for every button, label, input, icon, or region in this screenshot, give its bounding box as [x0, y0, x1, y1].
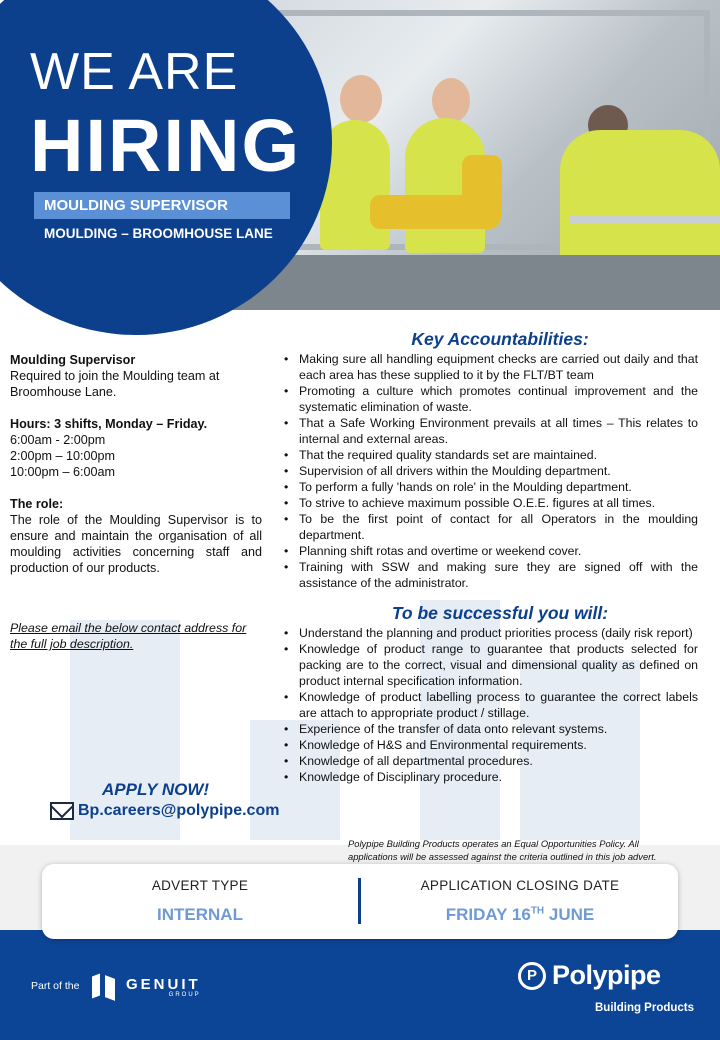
vest-stripe	[570, 215, 720, 223]
contact-email[interactable]	[50, 802, 279, 820]
job-title-pill: MOULDING SUPERVISOR	[34, 192, 290, 219]
email-address[interactable]: Bp.careers@polypipe.com	[78, 802, 280, 819]
list-item: • Supervision of all drivers within the Moulding department.	[284, 463, 698, 479]
list-item: • Training with SSW and making sure they are signed off with the assistance of the administrator.	[284, 559, 698, 591]
list-item: • Knowledge of product labelling process to guarantee the correct labels are attach to appropriate product / stillage.	[284, 689, 698, 721]
apply-now: APPLY NOW!	[102, 780, 210, 799]
list-item: • That a Safe Working Environment prevails at all times – This relates to internal and external areas.	[284, 415, 698, 447]
worker-head	[432, 78, 470, 123]
polypipe-mark-icon: P	[518, 962, 546, 990]
list-item: • Making sure all handling equipment checks are carried out daily and that each area has these supplied to it by the FLT/BT team	[284, 351, 698, 383]
genuit-logo	[92, 973, 201, 1001]
hero-line1: WE ARE	[30, 43, 239, 101]
the-role-heading: The role:	[10, 497, 64, 511]
advert-type-label: ADVERT TYPE	[151, 878, 249, 893]
list-item: • To be the first point of contact for all Operators in the moulding department.	[284, 511, 698, 543]
list-item: • To perform a fully 'hands on role' in the Moulding department.	[284, 479, 698, 495]
list-item: • Knowledge of H&S and Environmental requirements.	[284, 737, 698, 753]
genuit-group: GROUP	[168, 991, 201, 998]
list-item: • That the required quality standards set are maintained.	[284, 447, 698, 463]
polypipe-sub: Building Products	[595, 1002, 695, 1014]
robot-arm	[462, 155, 502, 225]
envelope-icon	[50, 802, 74, 820]
advert-type-col	[42, 878, 358, 925]
closing-date-value: FRIDAY 16TH JUNE	[445, 905, 595, 924]
worker-head	[340, 75, 382, 123]
polypipe-logo	[518, 960, 661, 991]
hero-line2: HIRING	[30, 104, 301, 187]
polypipe-name: Polypipe	[552, 960, 661, 990]
shift-item: 10:00pm – 6:00am	[10, 465, 116, 479]
success-section	[284, 605, 698, 785]
role-intro: Required to join the Moulding team at Broomhouse Lane.	[10, 369, 220, 399]
list-item: • Knowledge of product range to guarantee that products selected for packing are to the correct, visual and dimensional quality as defined on product internal specification information.	[284, 641, 698, 689]
list-item: • Understand the planning and product priorities process (daily risk report)	[284, 625, 698, 641]
part-of-text: Part of the	[31, 980, 80, 992]
genuit-name: GENUIT	[126, 975, 201, 993]
job-location: MOULDING – BROOMHOUSE LANE	[44, 226, 273, 241]
success-title: To be successful you will:	[391, 603, 609, 623]
list-item: • To strive to achieve maximum possible O.E.E. figures at all times.	[284, 495, 698, 511]
advert-type-value: INTERNAL	[157, 905, 243, 924]
closing-date-col	[362, 878, 678, 925]
list-item: • Experience of the transfer of data onto relevant systems.	[284, 721, 698, 737]
list-item: • Knowledge of Disciplinary procedure.	[284, 769, 698, 785]
equal-opportunities-note: Polypipe Building Products operates an Equal Opportunities Policy. All applications will be assessed against the criteria outlined in this job advert.	[348, 838, 657, 862]
the-role-text: The role of the Moulding Supervisor is to ensure and maintain the organisation of all moulding activities concerning staff and production of our products.	[10, 513, 262, 575]
accountabilities-title: Key Accountabilities:	[411, 329, 589, 349]
list-item: • Knowledge of all departmental procedures.	[284, 753, 698, 769]
left-column	[10, 352, 262, 592]
closing-date-label: APPLICATION CLOSING DATE	[420, 878, 620, 893]
role-heading: Moulding Supervisor	[10, 353, 136, 367]
shift-item: 2:00pm – 10:00pm	[10, 449, 116, 463]
list-item: • Planning shift rotas and overtime or weekend cover.	[284, 543, 698, 559]
shift-item: 6:00am - 2:00pm	[10, 433, 106, 447]
hours-label: Hours: 3 shifts, Monday – Friday.	[10, 417, 208, 431]
card-divider	[358, 878, 361, 924]
email-note: Please email the below contact address for the full job description.	[10, 621, 247, 651]
genuit-mark-icon	[92, 973, 120, 1001]
advert-info-card	[42, 864, 678, 939]
accountabilities-section	[284, 331, 698, 591]
list-item: • Promoting a culture which promotes continual improvement and the systematic elimination of waste.	[284, 383, 698, 415]
